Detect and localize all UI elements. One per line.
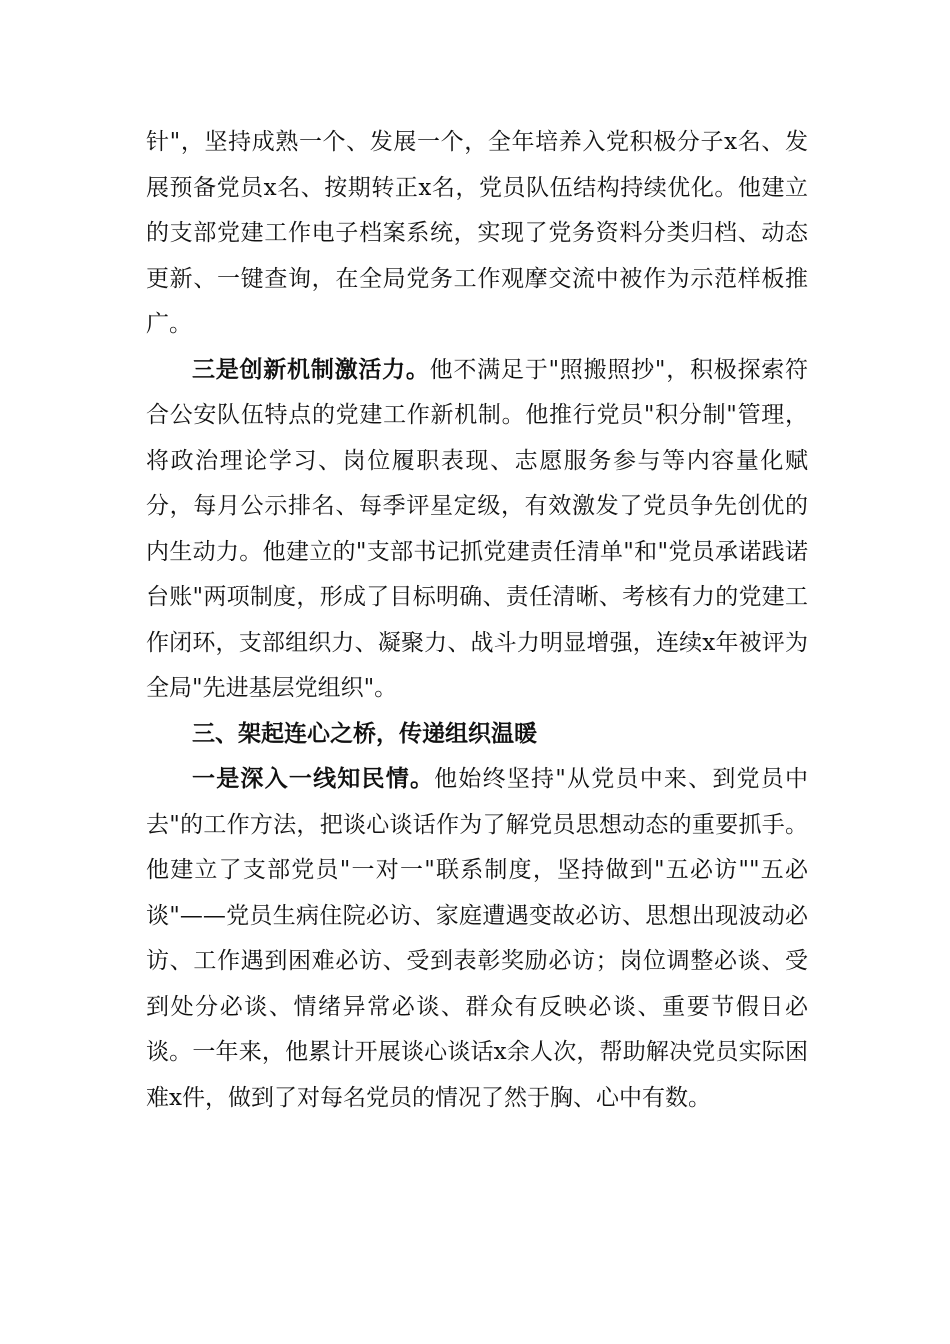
section-heading: 三、架起连心之桥，传递组织温暖 — [192, 720, 537, 747]
paragraph-lead: 三是创新机制激活力。 — [192, 356, 430, 383]
paragraph-lead: 一是深入一线知民情。 — [192, 766, 435, 792]
document-page — [146, 120, 808, 1121]
paragraph-text: 他始终坚持"从党员中来、到党员中去"的工作方法，把谈心谈话作为了解党员思想动态的重要抓手。他建立了支部党员"一对一"联系制度，坚持做到"五必访""五必谈"——党员生病住院必访、家庭遭遇变故必访、思想出现波动必访、工作遇到困难必访、受到表彰奖励必访；岗位调整必谈、受到处分必谈、情绪异常必谈、群众有反映必谈、重要节假日必谈。一年来，他累计开展谈心谈话x余人次，帮助解决党员实际困难x件，做到了对每名党员的情况了然于胸、心中有数。 — [146, 766, 808, 1111]
paragraph-continued — [146, 120, 808, 348]
paragraph-innovation-mechanism — [146, 348, 808, 712]
paragraph-frontline — [146, 757, 808, 1121]
paragraph-text: 他不满足于"照搬照抄"，积极探索符合公安队伍特点的党建工作新机制。他推行党员"积分制"管理，将政治理论学习、岗位履职表现、志愿服务参与等内容量化赋分，每月公示排名、每季评星定级，有效激发了党员争先创优的内生动力。他建立的"支部书记抓党建责任清单"和"党员承诺践诺台账"两项制度，形成了目标明确、责任清晰、考核有力的党建工作闭环，支部组织力、凝聚力、战斗力明显增强，连续x年被评为全局"先进基层党组织"。 — [146, 356, 809, 701]
paragraph-text: 针"，坚持成熟一个、发展一个，全年培养入党积极分子x名、发展预备党员x名、按期转正x名，党员队伍结构持续优化。他建立的支部党建工作电子档案系统，实现了党务资料分类归档、动态更新、一键查询，在全局党务工作观摩交流中被作为示范样板推广。 — [146, 129, 808, 337]
